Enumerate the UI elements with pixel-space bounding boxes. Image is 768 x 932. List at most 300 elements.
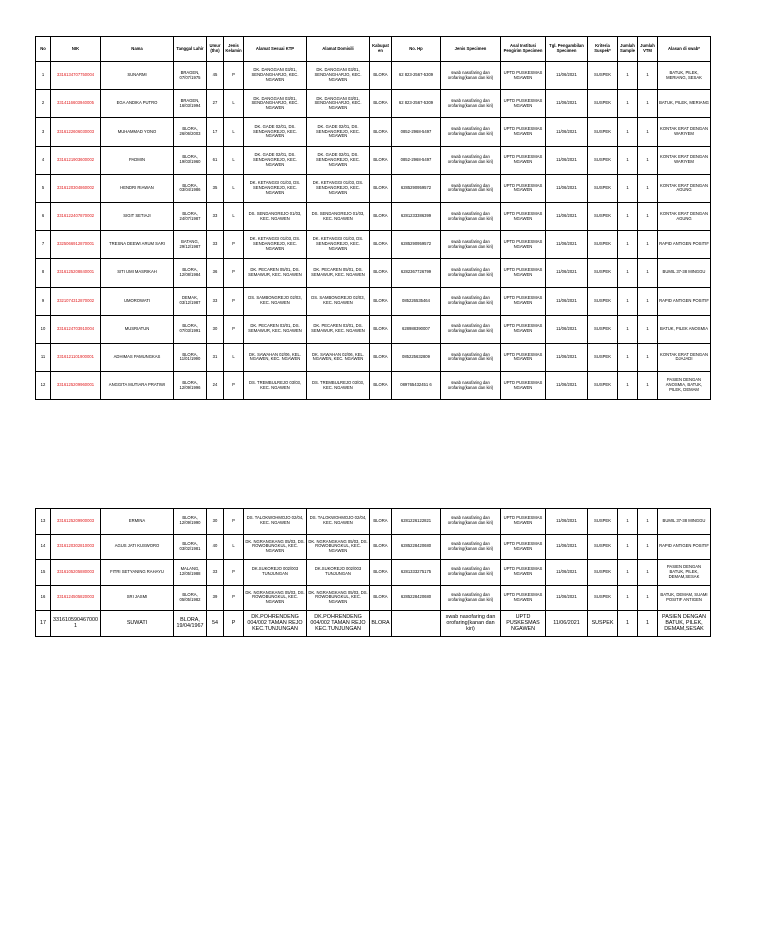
row-number: 12 — [36, 372, 51, 400]
ktp-address-cell: DK. KETANGGI 01/03, DS. SENDANGREJO, KEC. NGAWEN — [244, 174, 307, 202]
sample-count-cell: 1 — [618, 259, 638, 287]
column-header: Jumlah Sample — [618, 37, 638, 62]
regency-cell: BLORA — [370, 90, 392, 118]
sample-count-cell: 1 — [618, 509, 638, 535]
sex-cell: P — [224, 611, 244, 637]
sex-cell: L — [224, 534, 244, 560]
name-cell: SITI UMI MASRIKAH — [101, 259, 174, 287]
age-cell: 36 — [207, 259, 224, 287]
criteria-cell: SUSPEK — [588, 90, 618, 118]
regency-cell: BLORA — [370, 560, 392, 586]
row-number: 10 — [36, 315, 51, 343]
institution-cell: UPTD PUSKESMAS NGAWEN — [501, 231, 546, 259]
phone-cell: 089765432451 6 — [392, 372, 441, 400]
institution-cell: UPTD PUSKESMAS NGAWEN — [501, 343, 546, 371]
phone-cell: 6285290959572 — [392, 231, 441, 259]
name-cell: SRI JASMI — [101, 585, 174, 611]
institution-cell: UPTD PUSKESMAS NGAWEN — [501, 174, 546, 202]
domicile-address-cell: DS. SENDANGREJO 01/03, KEC. NGAWEN — [307, 202, 370, 230]
vtm-count-cell: 1 — [638, 259, 658, 287]
swab-reason-cell: BUMIL 37-38 MINGGU — [658, 259, 711, 287]
sample-count-cell: 1 — [618, 315, 638, 343]
age-cell: 24 — [207, 372, 224, 400]
age-cell: 45 — [207, 62, 224, 90]
name-cell: SUWATI — [101, 611, 174, 637]
name-cell: HENDRI RIAWAN — [101, 174, 174, 202]
row-number: 6 — [36, 202, 51, 230]
phone-cell: 0852-2968-5497 — [392, 118, 441, 146]
row-number: 9 — [36, 287, 51, 315]
name-cell: UMOROWATI — [101, 287, 174, 315]
specimen-cell: swab nasofaring dan orofaring(kanan dan kiri) — [441, 90, 501, 118]
name-cell: AGUS JATI KUSWORO — [101, 534, 174, 560]
table-row — [36, 372, 711, 400]
swab-reason-cell: BATUK, PILEK ANOSMIA — [658, 315, 711, 343]
name-cell: TRESNA DEEWI ARUM SARI — [101, 231, 174, 259]
nik-cell: 3316105205880003 — [51, 560, 101, 586]
sex-cell: P — [224, 315, 244, 343]
table-row — [36, 343, 711, 371]
vtm-count-cell: 1 — [638, 62, 658, 90]
column-header: Kabupaten — [370, 37, 392, 62]
nik-cell: 3316120304860002 — [51, 174, 101, 202]
specimen-cell: swab nasofaring dan orofaring(kanan dan kiri) — [441, 315, 501, 343]
sample-count-cell: 1 — [618, 118, 638, 146]
vtm-count-cell: 1 — [638, 287, 658, 315]
domicile-address-cell: DK. DANGGANI 03/01, SENDANGHARJO, KEC. NGAWEN — [307, 62, 370, 90]
sex-cell: L — [224, 90, 244, 118]
sample-count-cell: 1 — [618, 202, 638, 230]
regency-cell: BLORA — [370, 372, 392, 400]
nik-cell: 3316125209900003 — [51, 509, 101, 535]
vtm-count-cell: 1 — [638, 585, 658, 611]
swab-reason-cell: RAPID ANTIGEN POSITIF — [658, 287, 711, 315]
sex-cell: L — [224, 174, 244, 202]
birth-cell: MALANG, 12/05/1988 — [174, 560, 207, 586]
row-number: 2 — [36, 90, 51, 118]
age-cell: 35 — [207, 174, 224, 202]
nik-cell: 3316122606030003 — [51, 118, 101, 146]
nik-cell: 3325066912870001 — [51, 231, 101, 259]
regency-cell: BLORA — [370, 202, 392, 230]
specimen-date-cell: 11/06/2021 — [546, 259, 588, 287]
sample-count-cell: 1 — [618, 372, 638, 400]
phone-cell: 6282367726799 — [392, 259, 441, 287]
domicile-address-cell: DK. DANGGANI 03/01, SENDANGHARJO, KEC. NGAWEN — [307, 90, 370, 118]
ktp-address-cell: DK. DANGGANI 03/01, SENDANGHARJO, KEC. NGAWEN — [244, 62, 307, 90]
domicile-address-cell: DS. TREMBULREJO 03/03, KEC. NGAWEN — [307, 372, 370, 400]
table-row — [36, 560, 711, 586]
regency-cell: BLORA — [370, 611, 392, 637]
institution-cell: UPTD PUSKESMAS NGAWEN — [501, 611, 546, 637]
specimen-date-cell: 11/06/2021 — [546, 174, 588, 202]
table-row — [36, 118, 711, 146]
table-row — [36, 231, 711, 259]
specimen-date-cell: 11/06/2021 — [546, 560, 588, 586]
phone-cell: 6281333275175 — [392, 560, 441, 586]
regency-cell: BLORA — [370, 509, 392, 535]
vtm-count-cell: 1 — [638, 611, 658, 637]
institution-cell: UPTD PUSKESMAS NGAWEN — [501, 372, 546, 400]
birth-cell: BLORA, 12/08/1984 — [174, 259, 207, 287]
institution-cell: UPTD PUSKESMAS NGAWEN — [501, 585, 546, 611]
institution-cell: UPTD PUSKESMAS NGAWEN — [501, 62, 546, 90]
birth-cell: BLORA, 12/09/1996 — [174, 372, 207, 400]
swab-reason-cell: PASIEN DENGAN ANOSMIA, BATUK, PILEK, DEMAM — [658, 372, 711, 400]
column-header: Alasan di swab* — [658, 37, 711, 62]
sex-cell: L — [224, 343, 244, 371]
vtm-count-cell: 1 — [638, 372, 658, 400]
ktp-address-cell: DS. SAMBONGREJO 02/03, KEC. NGAWEN — [244, 287, 307, 315]
row-number: 7 — [36, 231, 51, 259]
column-header: Tanggal Lahir — [174, 37, 207, 62]
column-header: Alamat Domisili — [307, 37, 370, 62]
nik-cell: 3316125208840001 — [51, 259, 101, 287]
criteria-cell: SUSPEK — [588, 62, 618, 90]
regency-cell: BLORA — [370, 146, 392, 174]
regency-cell: BLORA — [370, 174, 392, 202]
specimen-cell: swab nasofaring dan orofaring(kanan dan kiri) — [441, 146, 501, 174]
nik-cell: 3316122407870002 — [51, 202, 101, 230]
criteria-cell: SUSPEK — [588, 343, 618, 371]
name-cell: ANGGITA MUTIARA PRATIWI — [101, 372, 174, 400]
sample-count-cell: 1 — [618, 146, 638, 174]
nik-cell: 3316125209960001 — [51, 372, 101, 400]
regency-cell: BLORA — [370, 343, 392, 371]
ktp-address-cell: DK.POHRENDENG 004/002 TAMAN REJO KEC.TUNJUNGAN — [244, 611, 307, 637]
birth-cell: BRAGEN, 16/03/1994 — [174, 90, 207, 118]
row-number: 17 — [36, 611, 51, 637]
specimen-cell: swab nasofaring dan orofaring(kanan dan kiri) — [441, 118, 501, 146]
age-cell: 61 — [207, 146, 224, 174]
column-header: No. Hp — [392, 37, 441, 62]
specimen-cell: swab nasofaring dan orofaring(kanan dan kiri) — [441, 343, 501, 371]
birth-cell: DEMAK, 03/12/1987 — [174, 287, 207, 315]
domicile-address-cell: DK. KETANGGI 01/03, DS. SENDANGREJO, KEC. NGAWEN — [307, 231, 370, 259]
criteria-cell: SUSPEK — [588, 534, 618, 560]
phone-cell: 62 823-2567-5309 — [392, 62, 441, 90]
phone-cell: 6285228420680 — [392, 585, 441, 611]
ktp-address-cell: DK. DANGGANI 03/01, SENDANGHARJO, KEC. NGAWEN — [244, 90, 307, 118]
phone-cell: 6281233386399 — [392, 202, 441, 230]
name-cell: ERMINA — [101, 509, 174, 535]
criteria-cell: SUSPEK — [588, 560, 618, 586]
swab-reason-cell: KONTAK ERAT DENGAN WARIYEM — [658, 118, 711, 146]
domicile-address-cell: DK. KETANGGI 01/03, DS. SENDANGREJO, KEC. NGAWEN — [307, 174, 370, 202]
age-cell: 33 — [207, 287, 224, 315]
age-cell: 39 — [207, 585, 224, 611]
nik-cell: 3316134707750004 — [51, 62, 101, 90]
sample-count-cell: 1 — [618, 231, 638, 259]
sex-cell: P — [224, 287, 244, 315]
specimen-cell: swab nasofaring dan orofaring(kanan dan kiri) — [441, 231, 501, 259]
specimen-cell: swab nasofaring dan orofaring(kanan dan kiri) — [441, 509, 501, 535]
vtm-count-cell: 1 — [638, 560, 658, 586]
sample-count-cell: 1 — [618, 90, 638, 118]
sex-cell: L — [224, 202, 244, 230]
nik-cell: 3316121101900001 — [51, 343, 101, 371]
column-header: Jumlah VTM — [638, 37, 658, 62]
specimen-date-cell: 11/06/2021 — [546, 118, 588, 146]
age-cell: 30 — [207, 315, 224, 343]
vtm-count-cell: 1 — [638, 146, 658, 174]
sample-count-cell: 1 — [618, 611, 638, 637]
name-cell: FITRI SETYANING RAHAYU — [101, 560, 174, 586]
specimen-date-cell: 11/06/2021 — [546, 202, 588, 230]
domicile-address-cell: DK. NGRANGKANG 05/03, DS. ROWOBUNGKUL, KEC. NGAWEN — [307, 585, 370, 611]
vtm-count-cell: 1 — [638, 202, 658, 230]
name-cell: ADHIMAS PAMUNGKAS — [101, 343, 174, 371]
table-row — [36, 287, 711, 315]
criteria-cell: SUSPEK — [588, 202, 618, 230]
domicile-address-cell: DK. SAWAHAN 02/06, KEL. NGAWEN, KEC. NGAWEN — [307, 343, 370, 371]
swab-reason-cell: RAPID ANTIGEN POSITIF — [658, 231, 711, 259]
criteria-cell: SUSPEK — [588, 146, 618, 174]
sample-count-cell: 1 — [618, 534, 638, 560]
row-number: 13 — [36, 509, 51, 535]
regency-cell: BLORA — [370, 534, 392, 560]
age-cell: 17 — [207, 118, 224, 146]
age-cell: 54 — [207, 611, 224, 637]
ktp-address-cell: DK. SAWAHAN 02/06, KEL. NGAWEN, KEC. NGAWEN — [244, 343, 307, 371]
criteria-cell: SUSPEK — [588, 174, 618, 202]
ktp-address-cell: DK. NGRANGKANG 05/03, DS. ROWOBUNGKUL, KEC. NGAWEN — [244, 534, 307, 560]
sex-cell: P — [224, 372, 244, 400]
ktp-address-cell: DK. PECAREN 03/01, DS. SEMAWUR, KEC. NGAWEN — [244, 315, 307, 343]
sample-count-cell: 1 — [618, 585, 638, 611]
specimen-date-cell: 11/06/2021 — [546, 315, 588, 343]
column-header: Nama — [101, 37, 174, 62]
institution-cell: UPTD PUSKESMAS NGAWEN — [501, 560, 546, 586]
institution-cell: UPTD PUSKESMAS NGAWEN — [501, 259, 546, 287]
domicile-address-cell: DS. TALOKWOHMOJO 02/04, KEC. NGAWEN — [307, 509, 370, 535]
column-header: Jenis Kelamin — [224, 37, 244, 62]
criteria-cell: SUSPEK — [588, 372, 618, 400]
birth-cell: BLORA, 05/05/1982 — [174, 585, 207, 611]
regency-cell: BLORA — [370, 62, 392, 90]
column-header: Umur (thn) — [207, 37, 224, 62]
specimen-cell: swab nasofaring dan orofaring(kanan dan kiri) — [441, 259, 501, 287]
domicile-address-cell: DK. PECAREN 05/01, DS. SEMAWUR, KEC. NGAWEN — [307, 259, 370, 287]
specimen-date-cell: 11/06/2021 — [546, 90, 588, 118]
institution-cell: UPTD PUSKESMAS NGAWEN — [501, 118, 546, 146]
specimen-date-cell: 11/06/2021 — [546, 372, 588, 400]
specimen-cell: swab nasofaring dan orofaring(kanan dan kiri) — [441, 62, 501, 90]
specimen-date-cell: 11/06/2021 — [546, 509, 588, 535]
domicile-address-cell: DS. SAMBONGREJO 02/03, KEC. NGAWEN — [307, 287, 370, 315]
sex-cell: P — [224, 509, 244, 535]
specimen-date-cell: 11/06/2021 — [546, 343, 588, 371]
table-row — [36, 585, 711, 611]
header-row — [36, 37, 711, 62]
birth-cell: BLORA, 03/02/1981 — [174, 534, 207, 560]
ktp-address-cell: DS. TALOKWOHMOJO 02/04, KEC. NGAWEN — [244, 509, 307, 535]
table-row — [36, 62, 711, 90]
vtm-count-cell: 1 — [638, 174, 658, 202]
swab-reason-cell: KONTAK ERAT DENGAN AGUNG — [658, 202, 711, 230]
sex-cell: L — [224, 118, 244, 146]
domicile-address-cell: DK. GADE 02/01, DS. SENDANGREJO, KEC. NGAWEN — [307, 146, 370, 174]
sex-cell: P — [224, 585, 244, 611]
phone-cell: 628988390007 — [392, 315, 441, 343]
specimen-date-cell: 11/06/2021 — [546, 611, 588, 637]
age-cell: 33 — [207, 202, 224, 230]
regency-cell: BLORA — [370, 287, 392, 315]
swab-reason-cell: KONTAK ERAT DENGAN WARIYEM — [658, 146, 711, 174]
row-number: 11 — [36, 343, 51, 371]
sample-count-cell: 1 — [618, 560, 638, 586]
specimen-date-cell: 11/06/2021 — [546, 62, 588, 90]
regency-cell: BLORA — [370, 315, 392, 343]
vtm-count-cell: 1 — [638, 90, 658, 118]
phone-cell: 085225632809 — [392, 343, 441, 371]
column-header: Alamat Sesuai KTP — [244, 37, 307, 62]
table-row — [36, 259, 711, 287]
sex-cell: L — [224, 146, 244, 174]
birth-cell: BLORA, 19/04/1967 — [174, 611, 207, 637]
nik-cell: 3316124703910004 — [51, 315, 101, 343]
criteria-cell: SUSPEK — [588, 315, 618, 343]
column-header: No — [36, 37, 51, 62]
specimen-date-cell: 11/06/2021 — [546, 534, 588, 560]
birth-cell: BRAGEN, 07/07/1975 — [174, 62, 207, 90]
institution-cell: UPTD PUSKESMAS NGAWEN — [501, 287, 546, 315]
row-number: 1 — [36, 62, 51, 90]
nik-cell: 3316120302810003 — [51, 534, 101, 560]
nik-cell: 3316105904670001 — [51, 611, 101, 637]
domicile-address-cell: DK. PECAREN 03/01, DS. SEMAWUR, KEC. NGAWEN — [307, 315, 370, 343]
criteria-cell: SUSPEK — [588, 287, 618, 315]
sex-cell: P — [224, 62, 244, 90]
regency-cell: BLORA — [370, 118, 392, 146]
age-cell: 40 — [207, 534, 224, 560]
ktp-address-cell: DK. KETANGGI 01/03, DS. SENDANGREJO, KEC. NGAWEN — [244, 231, 307, 259]
column-header: Jenis Specimen — [441, 37, 501, 62]
domicile-address-cell: DK.SUKOREJO 002/003 TUNJUNGAN — [307, 560, 370, 586]
vtm-count-cell: 1 — [638, 343, 658, 371]
age-cell: 33 — [207, 560, 224, 586]
birth-cell: BLORA, 19/03/1960 — [174, 146, 207, 174]
name-cell: SIGIT SETIAJI — [101, 202, 174, 230]
nik-cell: 3316121903600002 — [51, 146, 101, 174]
age-cell: 30 — [207, 509, 224, 535]
criteria-cell: SUSPEK — [588, 259, 618, 287]
sex-cell: P — [224, 259, 244, 287]
swab-table-page-1 — [35, 36, 711, 400]
swab-reason-cell: BUMIL 37-38 MINGGU — [658, 509, 711, 535]
swab-reason-cell: BATUK, PILEK, MERIANG — [658, 90, 711, 118]
table-row — [36, 315, 711, 343]
vtm-count-cell: 1 — [638, 509, 658, 535]
ktp-address-cell: DK. PECAREN 05/01, DS. SEMAWUR, KEC. NGAWEN — [244, 259, 307, 287]
row-number: 14 — [36, 534, 51, 560]
phone-cell: 6285290959572 — [392, 174, 441, 202]
sex-cell: P — [224, 560, 244, 586]
row-number: 16 — [36, 585, 51, 611]
table-row — [36, 202, 711, 230]
vtm-count-cell: 1 — [638, 315, 658, 343]
specimen-cell: swab nasofaring dan orofaring(kanan dan kiri) — [441, 287, 501, 315]
phone-cell: 62 823-2567-5309 — [392, 90, 441, 118]
criteria-cell: SUSPEK — [588, 585, 618, 611]
nik-cell: 3316124505820003 — [51, 585, 101, 611]
institution-cell: UPTD PUSKESMAS NGAWEN — [501, 509, 546, 535]
ktp-address-cell: DS. TREMBULREJO 03/03, KEC. NGAWEN — [244, 372, 307, 400]
specimen-date-cell: 11/06/2021 — [546, 146, 588, 174]
age-cell: 33 — [207, 231, 224, 259]
ktp-address-cell: DK. GADE 02/01, DS. SENDANGREJO, KEC. NGAWEN — [244, 146, 307, 174]
birth-cell: BATANG, 29/12/1987 — [174, 231, 207, 259]
sample-count-cell: 1 — [618, 287, 638, 315]
swab-reason-cell: BATUK, PILEK, MERIANG, SESAK — [658, 62, 711, 90]
swab-table-page-2 — [35, 508, 711, 637]
institution-cell: UPTD PUSKESMAS NGAWEN — [501, 146, 546, 174]
specimen-date-cell: 11/06/2021 — [546, 231, 588, 259]
sample-count-cell: 1 — [618, 174, 638, 202]
phone-cell: 085226535464 — [392, 287, 441, 315]
column-header: Tgl. Pengambilan Specimen — [546, 37, 588, 62]
row-number: 3 — [36, 118, 51, 146]
regency-cell: BLORA — [370, 585, 392, 611]
specimen-cell: swab nasofaring dan orofaring(kanan dan kiri) — [441, 534, 501, 560]
column-header: Kriteria Suspek* — [588, 37, 618, 62]
vtm-count-cell: 1 — [638, 231, 658, 259]
name-cell: MUHAMMAD YONO — [101, 118, 174, 146]
ktp-address-cell: DS. SENDANGREJO 01/03, KEC. NGAWEN — [244, 202, 307, 230]
row-number: 8 — [36, 259, 51, 287]
criteria-cell: SUSPEK — [588, 611, 618, 637]
table-row — [36, 509, 711, 535]
name-cell: PADMIN — [101, 146, 174, 174]
swab-reason-cell: PASIEN DENGAN BATUK, PILEK, DEMAM,SESAK — [658, 560, 711, 586]
phone-cell: 6285228420680 — [392, 534, 441, 560]
name-cell: EGA ANDIKA PUTRO — [101, 90, 174, 118]
phone-cell: 6281226122821 — [392, 509, 441, 535]
regency-cell: BLORA — [370, 231, 392, 259]
specimen-cell: swab nasofaring dan orofaring(kanan dan kiri) — [441, 585, 501, 611]
phone-cell: 0852-2968-5497 — [392, 146, 441, 174]
phone-cell — [392, 611, 441, 637]
name-cell: MUSRIATUN — [101, 315, 174, 343]
nik-cell: 3314116603940005 — [51, 90, 101, 118]
specimen-cell: swab nasofaring dan orofaring(kanan dan kiri) — [441, 611, 501, 637]
swab-reason-cell: PASIEN DENGAN BATUK, PILEK, DEMAM,SESAK — [658, 611, 711, 637]
birth-cell: BLORA, 03/04/1986 — [174, 174, 207, 202]
institution-cell: UPTD PUSKESMAS NGAWEN — [501, 202, 546, 230]
criteria-cell: SUSPEK — [588, 118, 618, 146]
column-header: NIK — [51, 37, 101, 62]
sample-count-cell: 1 — [618, 62, 638, 90]
birth-cell: BLORA, 26/06/2003 — [174, 118, 207, 146]
criteria-cell: SUSPEK — [588, 231, 618, 259]
specimen-cell: swab nasofaring dan orofaring(kanan dan kiri) — [441, 202, 501, 230]
age-cell: 27 — [207, 90, 224, 118]
table-row — [36, 611, 711, 637]
name-cell: SUNARMI — [101, 62, 174, 90]
sex-cell: P — [224, 231, 244, 259]
specimen-cell: swab nasofaring dan orofaring(kanan dan kiri) — [441, 560, 501, 586]
criteria-cell: SUSPEK — [588, 509, 618, 535]
birth-cell: BLORA, 24/07/1987 — [174, 202, 207, 230]
ktp-address-cell: DK. GADE 02/01, DS. SENDANGREJO, KEC. NGAWEN — [244, 118, 307, 146]
specimen-cell: swab nasofaring dan orofaring(kanan dan kiri) — [441, 174, 501, 202]
birth-cell: BLORA, 12/09/1990 — [174, 509, 207, 535]
specimen-cell: swab nasofaring dan orofaring(kanan dan kiri) — [441, 372, 501, 400]
vtm-count-cell: 1 — [638, 118, 658, 146]
institution-cell: UPTD PUSKESMAS NGAWEN — [501, 315, 546, 343]
regency-cell: BLORA — [370, 259, 392, 287]
sample-count-cell: 1 — [618, 343, 638, 371]
